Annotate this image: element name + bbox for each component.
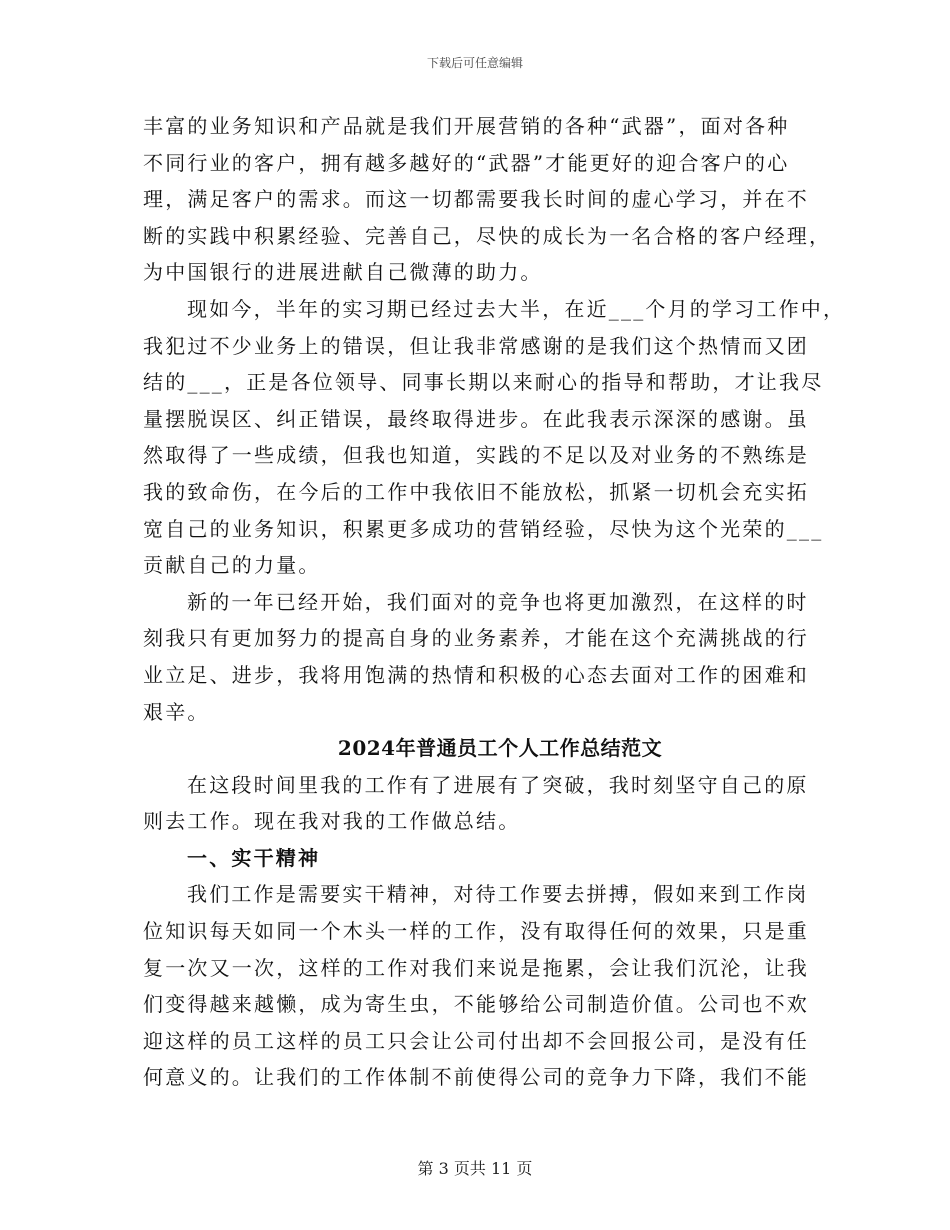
paragraph-line: 则去工作。现在我对我的工作做总结。	[143, 809, 521, 834]
paragraph-line: 们变得越来越懒，成为寄生虫，不能够给公司制造价值。公司也不欢	[143, 992, 809, 1017]
subsection-heading: 一、实干精神	[187, 845, 321, 870]
paragraph-line: 位知识每天如同一个木头一样的工作，没有取得任何的效果，只是重	[143, 919, 809, 944]
page-header: 下载后可任意编辑	[426, 56, 523, 70]
paragraph-line: 贡献自己的力量。	[143, 553, 321, 578]
paragraph-line: 量摆脱误区、纠正错误，最终取得进步。在此我表示深深的感谢。虽	[143, 406, 809, 431]
paragraph-line: 刻我只有更加努力的提高自身的业务素养，才能在这个充满挑战的行	[143, 626, 809, 651]
paragraph-line: 丰富的业务知识和产品就是我们开展营销的各种“武器”，面对各种	[143, 114, 790, 138]
paragraph-line: 复一次又一次，这样的工作对我们来说是拖累，会让我们沉沦，让我	[143, 955, 809, 980]
page-footer: 第 3 页共 11 页	[417, 1159, 533, 1178]
document-body	[143, 108, 846, 1096]
paragraph-line: 迎这样的员工这样的员工只会让公司付出却不会回报公司，是没有任	[143, 1028, 809, 1053]
paragraph-line: 然取得了一些成绩，但我也知道，实践的不足以及对业务的不熟练是	[143, 443, 809, 468]
paragraph-line: 现如今，半年的实习期已经过去大半，在近___个月的学习工作中，	[187, 296, 846, 321]
paragraph-line: 理，满足客户的需求。而这一切都需要我长时间的虚心学习，并在不	[143, 187, 809, 212]
paragraph-line: 断的实践中积累经验、完善自己，尽快的成长为一名合格的客户经理，	[143, 223, 832, 248]
paragraph-line: 艰辛。	[143, 699, 210, 724]
paragraph-line: 在这段时间里我的工作有了进展有了突破，我时刻坚守自己的原	[187, 772, 809, 797]
paragraph-line: 我们工作是需要实干精神，对待工作要去拼搏，假如来到工作岗	[187, 882, 809, 907]
paragraph-line: 新的一年已经开始，我们面对的竞争也将更加激烈，在这样的时	[187, 589, 809, 614]
paragraph-line: 为中国银行的进展进献自己微薄的助力。	[143, 260, 543, 285]
paragraph-line: 结的___，正是各位领导、同事长期以来耐心的指导和帮助，才让我尽	[143, 370, 824, 395]
paragraph-line: 业立足、进步，我将用饱满的热情和积极的心态去面对工作的困难和	[143, 662, 809, 687]
section-title: 2024年普通员工个人工作总结范文	[337, 736, 663, 761]
paragraph-line: 不同行业的客户，拥有越多越好的“武器”才能更好的迎合客户的心	[143, 150, 790, 175]
paragraph-line: 宽自己的业务知识，积累更多成功的营销经验，尽快为这个光荣的___	[143, 516, 824, 541]
paragraph-line: 我犯过不少业务上的错误，但让我非常感谢的是我们这个热情而又团	[143, 333, 809, 358]
paragraph-line: 何意义的。让我们的工作体制不前使得公司的竞争力下降，我们不能	[143, 1065, 809, 1090]
paragraph-line: 我的致命伤，在今后的工作中我依旧不能放松，抓紧一切机会充实拓	[143, 479, 809, 504]
